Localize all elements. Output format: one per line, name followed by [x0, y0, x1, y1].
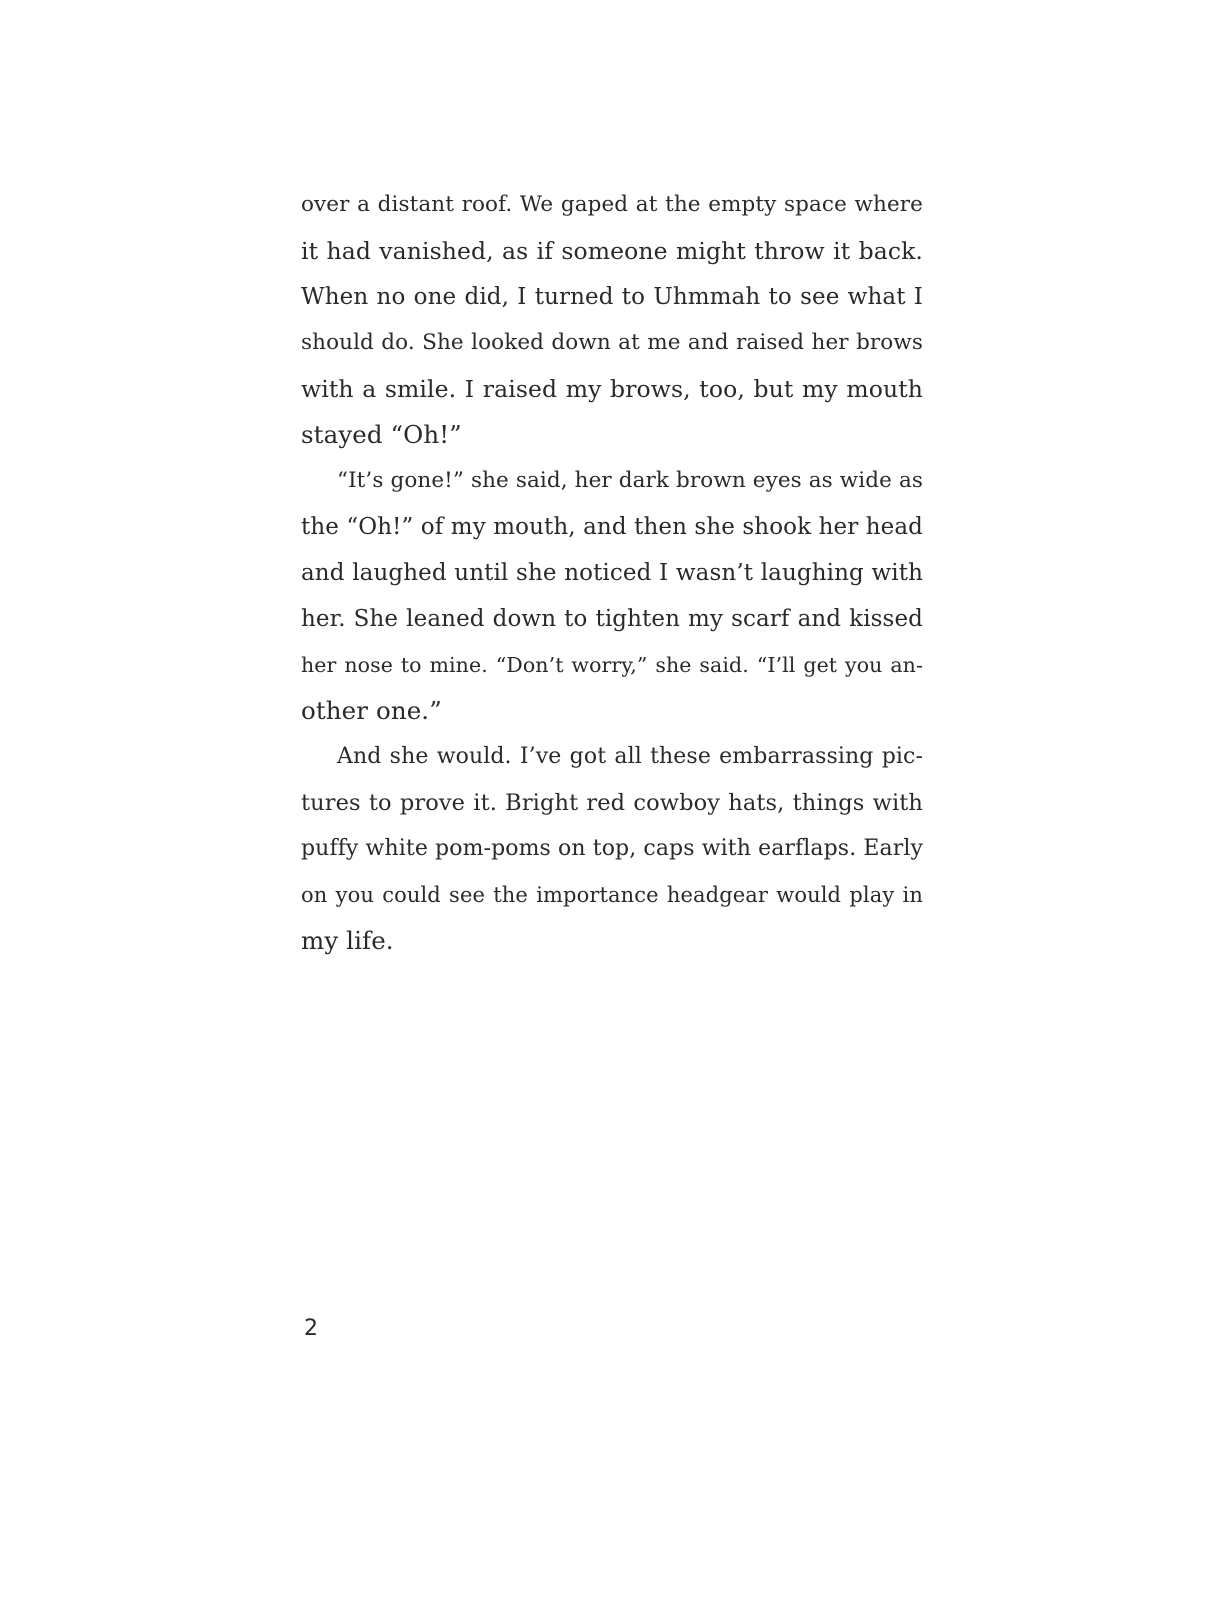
text-line: puffy white pom-poms on top, caps with earflaps. Early [301, 836, 924, 861]
text-line: with a smile. I raised my brows, too, but my mouth [301, 375, 923, 403]
text-line: And she would. I’ve got all these embarrassing pic- [337, 744, 923, 769]
text-line: should do. She looked down at me and raised her brows [301, 330, 923, 355]
text-line: her nose to mine. “Don’t worry,” she said. “I’ll get you an- [301, 653, 923, 677]
text-line: tures to prove it. Bright red cowboy hats, things with [301, 790, 923, 816]
text-line: on you could see the importance headgear would play in [301, 883, 923, 907]
text-line: it had vanished, as if someone might throw it back. [301, 237, 923, 265]
body-text [301, 182, 923, 964]
text-line: and laughed until she noticed I wasn’t laughing with [301, 560, 923, 586]
text-line: over a distant roof. We gaped at the empty space where [301, 192, 923, 217]
text-line: my life. [301, 926, 394, 955]
text-line: other one.” [301, 696, 442, 725]
text-line: her. She leaned down to tighten my scarf and kissed [301, 606, 923, 632]
text-line: the “Oh!” of my mouth, and then she shook her head [301, 514, 923, 540]
text-line: When no one did, I turned to Uhmmah to see what I [301, 284, 923, 310]
page-number: 2 [304, 1316, 318, 1341]
text-line: stayed “Oh!” [301, 420, 462, 449]
text-line: “It’s gone!” she said, her dark brown eyes as wide as [337, 468, 923, 493]
